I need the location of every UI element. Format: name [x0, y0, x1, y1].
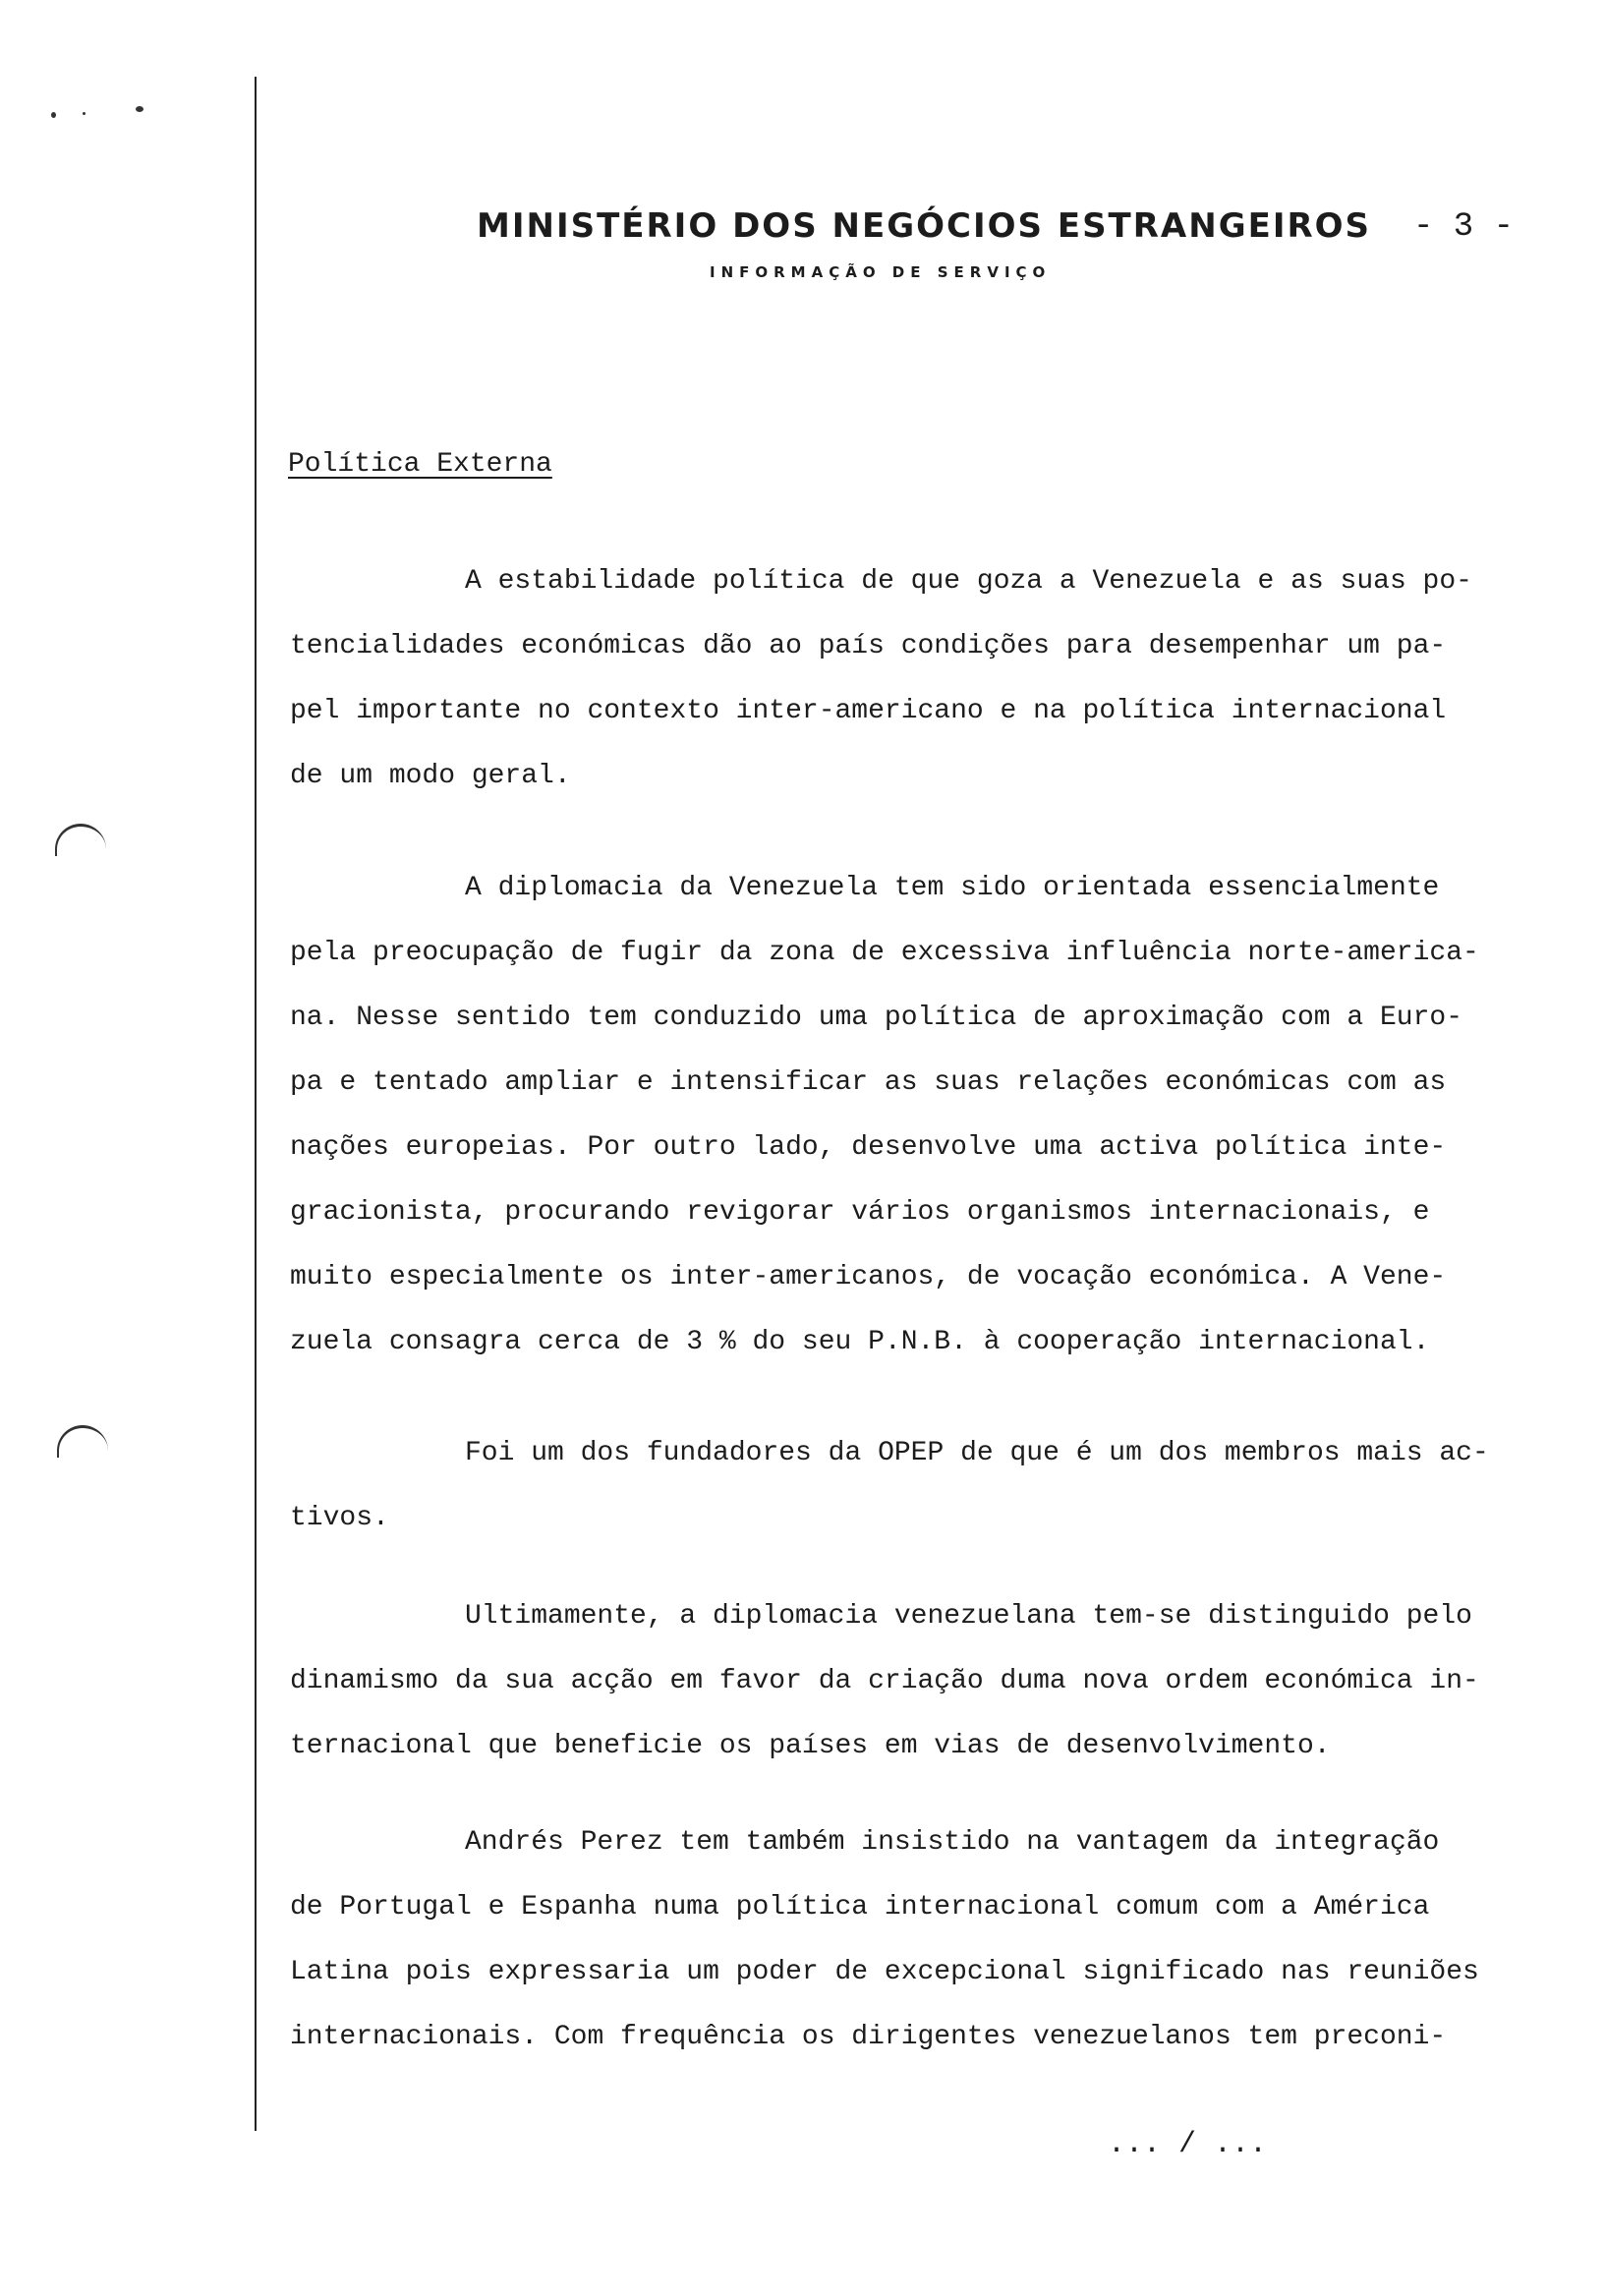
- paragraph-2-line-3: na. Nesse sentido tem conduzido uma política de aproximação com a Euro-: [290, 1003, 1462, 1033]
- paragraph-1-line-3: pel importante no contexto inter-americano e na política internacional: [290, 696, 1447, 726]
- paragraph-5-line-4: internacionais. Com frequência os dirigentes venezuelanos tem preconi-: [290, 2022, 1447, 2052]
- paragraph-3-line-1: Foi um dos fundadores da OPEP de que é um dos membros mais ac-: [465, 1438, 1489, 1468]
- punch-hole-mark: [57, 1425, 108, 1458]
- paragraph-1-line-2: tencialidades económicas dão ao país condições para desempenhar um pa-: [290, 631, 1447, 661]
- scan-speck: [51, 112, 56, 118]
- paragraph-2-line-7: muito especialmente os inter-americanos, de vocação económica. A Vene-: [290, 1262, 1447, 1292]
- paragraph-2-line-8: zuela consagra cerca de 3 % do seu P.N.B. à cooperação internacional.: [290, 1327, 1430, 1357]
- paragraph-5-line-2: de Portugal e Espanha numa política internacional comum com a América: [290, 1892, 1430, 1923]
- scan-speck: [83, 112, 86, 115]
- section-heading: Política Externa: [288, 449, 552, 480]
- paragraph-3-line-2: tivos.: [290, 1503, 389, 1533]
- paragraph-2-line-2: pela preocupação de fugir da zona de excessiva influência norte-america-: [290, 938, 1479, 968]
- left-margin-rule: [255, 77, 257, 2131]
- paragraph-5-line-1: Andrés Perez tem também insistido na vantagem da integração: [465, 1827, 1440, 1858]
- ministry-title: MINISTÉRIO DOS NEGÓCIOS ESTRANGEIROS: [477, 206, 1372, 246]
- paragraph-2-line-4: pa e tentado ampliar e intensificar as suas relações económicas com as: [290, 1067, 1447, 1098]
- paragraph-4-line-1: Ultimamente, a diplomacia venezuelana tem-se distinguido pelo: [465, 1601, 1472, 1632]
- continuation-marker: ... / ...: [1108, 2128, 1268, 2161]
- paragraph-4-line-2: dinamismo da sua acção em favor da criação duma nova ordem económica in-: [290, 1666, 1479, 1696]
- page-number: - 3 -: [1413, 208, 1515, 246]
- paragraph-2-line-5: nações europeias. Por outro lado, desenvolve uma activa política inte-: [290, 1132, 1447, 1163]
- punch-hole-mark: [55, 824, 106, 856]
- paragraph-2-line-6: gracionista, procurando revigorar vários organismos internacionais, e: [290, 1197, 1430, 1228]
- service-info-subtitle: INFORMAÇÃO DE SERVIÇO: [710, 263, 1052, 281]
- paragraph-1-line-1: A estabilidade política de que goza a Venezuela e as suas po-: [465, 566, 1472, 597]
- scan-speck: [136, 106, 143, 112]
- paragraph-1-line-4: de um modo geral.: [290, 761, 571, 791]
- paragraph-5-line-3: Latina pois expressaria um poder de excepcional significado nas reuniões: [290, 1957, 1479, 1987]
- paragraph-2-line-1: A diplomacia da Venezuela tem sido orientada essencialmente: [465, 873, 1440, 903]
- paragraph-4-line-3: ternacional que beneficie os países em vias de desenvolvimento.: [290, 1731, 1331, 1761]
